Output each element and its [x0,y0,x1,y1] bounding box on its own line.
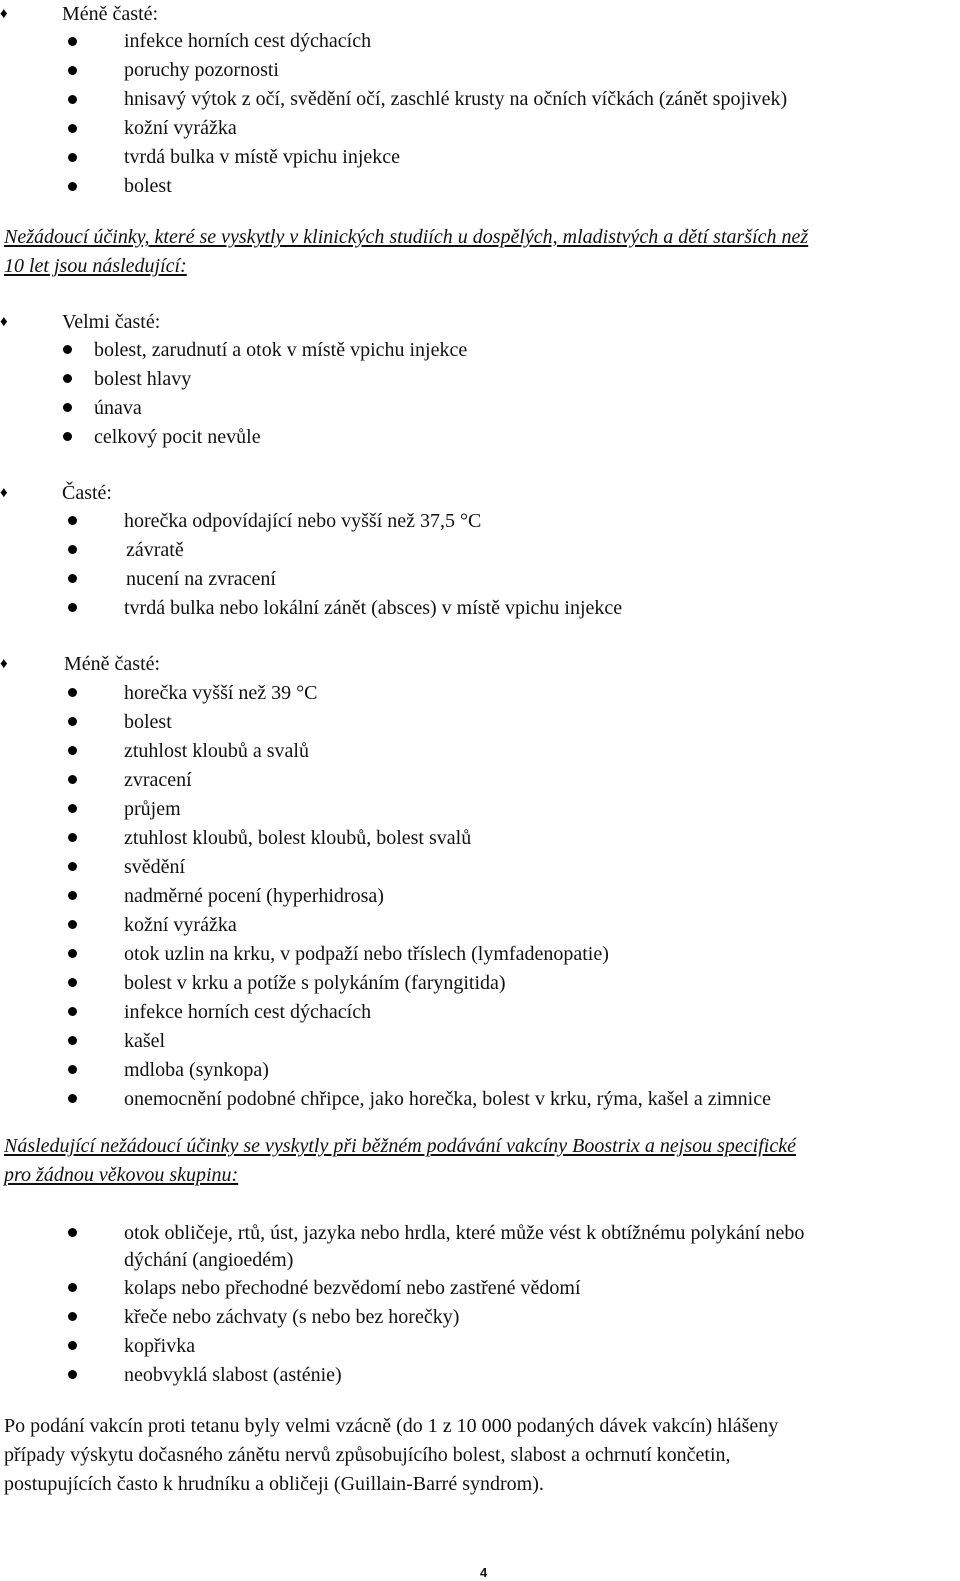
bullet-icon [68,949,77,958]
list-item: kožní vyrážka [124,117,237,139]
bullet-icon [63,403,72,412]
section-heading: Časté: [62,482,112,504]
bullet-icon [68,1094,77,1103]
list-item: tvrdá bulka v místě vpichu injekce [124,146,401,168]
list-item: kašel [124,1030,166,1052]
list-item: infekce horních cest dýchacích [124,30,372,52]
bullet-icon [68,1341,77,1350]
section-intro: Nežádoucí účinky, které se vyskytly v klinických studiích u dospělých, mladistvých a dětí starších než [4,226,809,248]
bullet-icon [63,374,72,383]
bullet-icon [68,804,77,813]
list-item: neobvyklá slabost (asténie) [124,1364,342,1386]
bullet-icon [68,1312,77,1321]
section-intro: 10 let jsou následující: [4,255,187,277]
bullet-icon [68,920,77,929]
bullet-icon [63,345,72,354]
bullet-icon [68,545,77,554]
diamond-bullet-icon: ♦ [0,314,8,330]
paragraph-line: případy výskytu dočasného zánětu nervů způsobujícího bolest, slabost a ochrnutí končetin, [4,1444,731,1466]
bullet-icon [68,1065,77,1074]
bullet-icon [68,124,77,133]
list-item: onemocnění podobné chřipce, jako horečka, bolest v krku, rýma, kašel a zimnice [124,1088,771,1110]
bullet-icon [68,978,77,987]
section-heading: Méně časté: [64,653,161,675]
list-item: svědění [124,856,186,878]
list-item: mdloba (synkopa) [124,1059,269,1081]
list-item: únava [94,397,142,419]
bullet-icon [68,182,77,191]
list-item: křeče nebo záchvaty (s nebo bez horečky) [124,1306,460,1328]
list-item: bolest [124,175,172,197]
list-item: nucení na zvracení [126,568,276,590]
list-item-continuation: dýchání (angioedém) [124,1249,294,1271]
bullet-icon [68,66,77,75]
bullet-icon [68,153,77,162]
bullet-icon [68,862,77,871]
list-item: průjem [124,798,181,820]
list-item: poruchy pozornosti [124,59,279,81]
bullet-icon [68,1007,77,1016]
section-heading: Velmi časté: [62,311,161,333]
paragraph-line: postupujících často k hrudníku a obličeji (Guillain-Barré syndrom). [4,1473,544,1495]
list-item: zvracení [124,769,192,791]
bullet-icon [68,516,77,525]
bullet-icon [68,1283,77,1292]
section-intro: pro žádnou věkovou skupinu: [4,1164,239,1186]
bullet-icon [68,603,77,612]
list-item: kožní vyrážka [124,914,237,936]
paragraph-line: Po podání vakcín proti tetanu byly velmi vzácně (do 1 z 10 000 podaných dávek vakcín) hlášeny [4,1415,779,1437]
diamond-bullet-icon: ♦ [0,6,8,22]
bullet-icon [68,717,77,726]
bullet-icon [68,95,77,104]
diamond-bullet-icon: ♦ [0,656,8,672]
bullet-icon [68,1036,77,1045]
bullet-icon [68,574,77,583]
bullet-icon [68,1370,77,1379]
bullet-icon [68,833,77,842]
section-intro: Následující nežádoucí účinky se vyskytly při běžném podávání vakcíny Boostrix a nejsou specifické [4,1135,796,1157]
list-item: bolest hlavy [94,368,192,390]
diamond-bullet-icon: ♦ [0,485,8,501]
bullet-icon [68,1228,77,1237]
list-item: otok uzlin na krku, v podpaží nebo tříslech (lymfadenopatie) [124,943,609,965]
list-item: horečka vyšší než 39 °C [124,682,318,704]
list-item: kolaps nebo přechodné bezvědomí nebo zastřené vědomí [124,1277,581,1299]
bullet-icon [68,688,77,697]
list-item: bolest, zarudnutí a otok v místě vpichu injekce [94,339,468,361]
list-item: hnisavý výtok z očí, svědění očí, zaschlé krusty na očních víčkách (zánět spojivek) [124,88,788,110]
section-heading: Méně časté: [62,3,159,25]
list-item: kopřivka [124,1335,196,1357]
list-item: bolest v krku a potíže s polykáním (faryngitida) [124,972,506,994]
list-item: horečka odpovídající nebo vyšší než 37,5 °C [124,510,482,532]
list-item: otok obličeje, rtů, úst, jazyka nebo hrdla, které může vést k obtížnému polykání nebo [124,1222,805,1244]
list-item: celkový pocit nevůle [94,426,261,448]
list-item: ztuhlost kloubů a svalů [124,740,309,762]
list-item: tvrdá bulka nebo lokální zánět (absces) v místě vpichu injekce [124,597,623,619]
list-item: infekce horních cest dýchacích [124,1001,372,1023]
bullet-icon [68,891,77,900]
bullet-icon [68,746,77,755]
page-number: 4 [480,1565,488,1580]
list-item: nadměrné pocení (hyperhidrosa) [124,885,384,907]
list-item: ztuhlost kloubů, bolest kloubů, bolest svalů [124,827,472,849]
bullet-icon [63,432,72,441]
closing-paragraph [4,1412,944,1499]
bullet-icon [68,775,77,784]
list-item: bolest [124,711,172,733]
list-item: závratě [126,539,184,561]
bullet-icon [68,37,77,46]
